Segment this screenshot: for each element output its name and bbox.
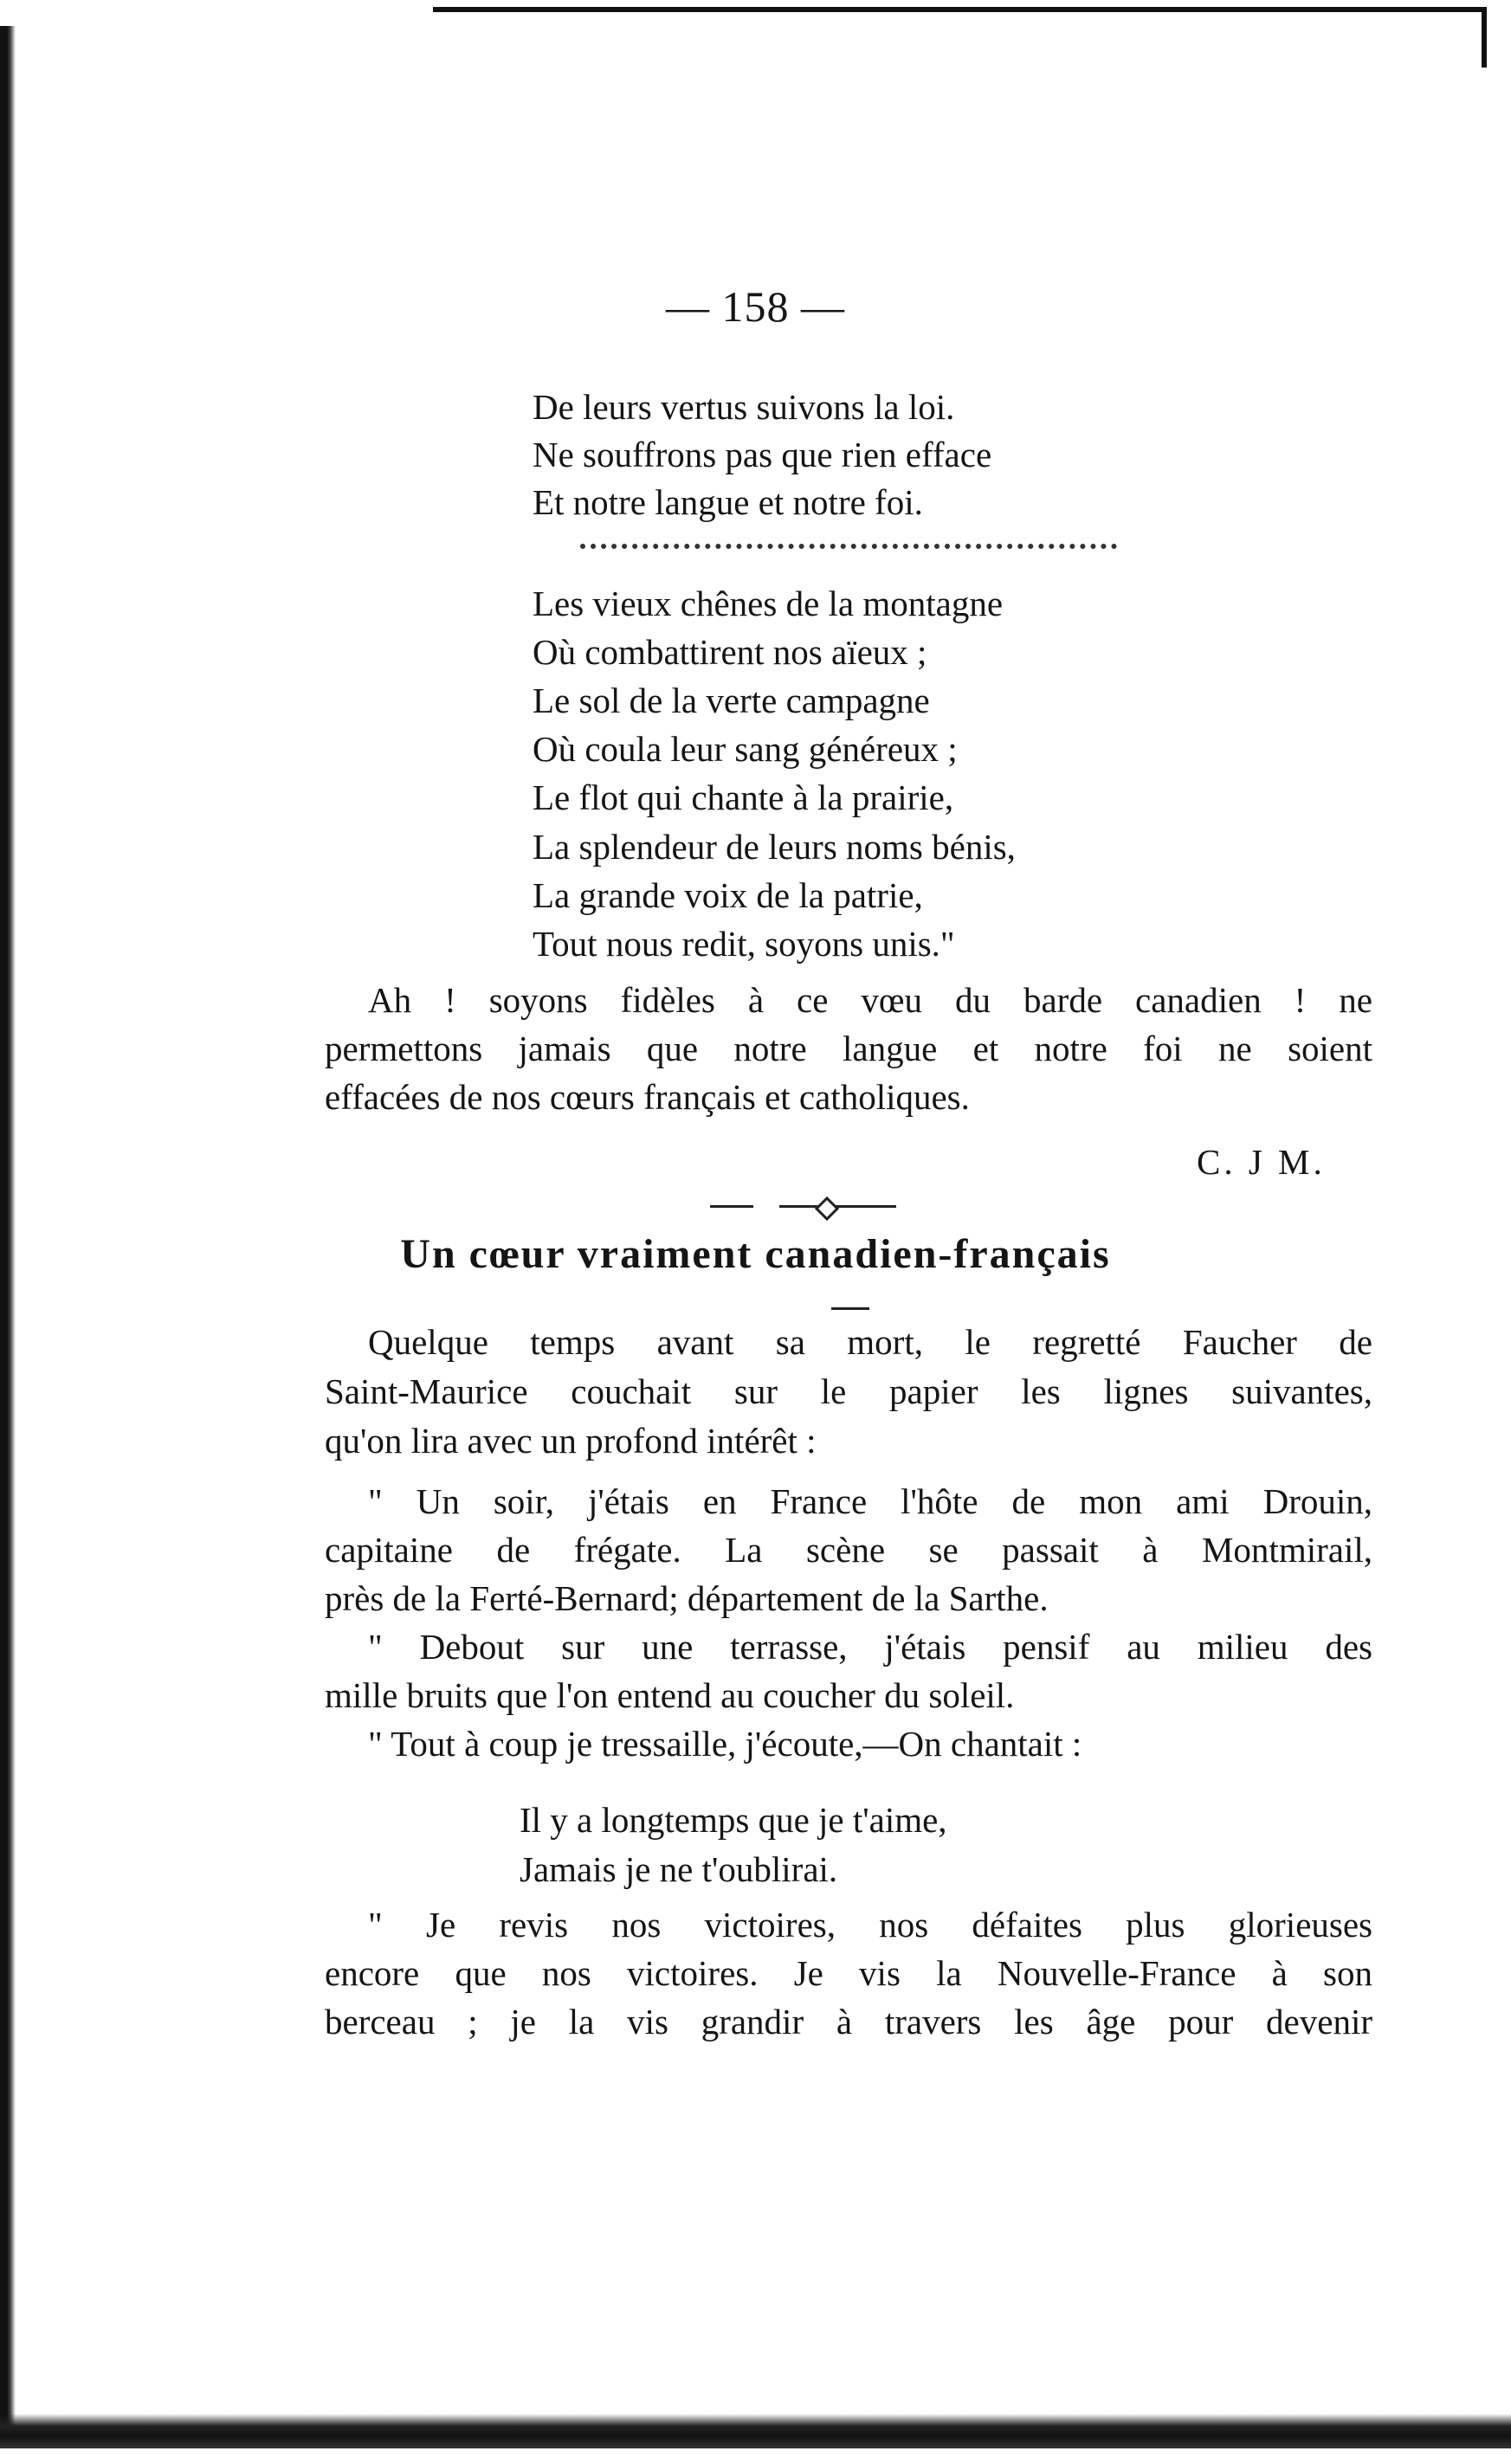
poem-line: De leurs vertus suivons la loi. xyxy=(533,387,955,427)
page-number: — 158 — xyxy=(666,282,845,331)
poem-line: Et notre langue et notre foi. xyxy=(533,482,923,522)
scan-border-bottom xyxy=(0,2414,1511,2448)
scan-border-top xyxy=(433,7,1487,12)
song-line: Il y a longtemps que je t'aime, xyxy=(520,1800,947,1840)
paragraph-line: " Un soir, j'étais en France l'hôte de mon ami Drouin, xyxy=(368,1481,1372,1521)
paragraph-line: capitaine de frégate. La scène se passait à Montmirail, xyxy=(325,1530,1372,1570)
paragraph-line: Quelque temps avant sa mort, le regretté Faucher de xyxy=(368,1322,1372,1362)
ornament-diamond-icon xyxy=(815,1197,839,1221)
paragraph-line: " Debout sur une terrasse, j'étais pensif au milieu des xyxy=(368,1627,1372,1667)
poem-line: Le sol de la verte campagne xyxy=(533,681,930,720)
ornament-rule-mid xyxy=(779,1205,818,1208)
stanza-separator xyxy=(580,544,1117,554)
paragraph-line: effacées de nos cœurs français et catholiques. xyxy=(325,1077,970,1117)
poem-line: Ne souffrons pas que rien efface xyxy=(533,435,992,474)
scan-border-right xyxy=(1482,7,1487,68)
ornament-rule-left xyxy=(710,1205,753,1208)
paragraph-line: " Je revis nos victoires, nos défaites plus glorieuses xyxy=(368,1905,1372,1945)
paragraph-line: Saint-Maurice couchait sur le papier les lignes suivantes, xyxy=(325,1371,1372,1411)
poem-line: La splendeur de leurs noms bénis, xyxy=(533,827,1016,867)
section-ornament xyxy=(710,1197,927,1215)
title-rule xyxy=(831,1307,869,1310)
paragraph-line: " Tout à coup je tressaille, j'écoute,—On chantait : xyxy=(368,1724,1082,1764)
poem-line: La grande voix de la patrie, xyxy=(533,875,923,915)
paragraph-line: berceau ; je la vis grandir à travers les âge pour devenir xyxy=(325,2002,1372,2042)
paragraph-line: mille bruits que l'on entend au coucher du soleil. xyxy=(325,1675,1015,1715)
paragraph-line: Ah ! soyons fidèles à ce vœu du barde canadien ! ne xyxy=(368,980,1372,1020)
section-title: Un cœur vraiment canadien-français xyxy=(400,1231,1111,1277)
ornament-rule-right xyxy=(836,1205,896,1208)
paragraph-line: permettons jamais que notre langue et notre foi ne soient xyxy=(325,1029,1372,1068)
poem-line: Où combattirent nos aïeux ; xyxy=(533,632,927,672)
song-line: Jamais je ne t'oublirai. xyxy=(520,1849,838,1889)
paragraph-line: encore que nos victoires. Je vis la Nouvelle-France à son xyxy=(325,1953,1372,1993)
poem-line: Où coula leur sang généreux ; xyxy=(533,729,958,769)
paragraph-line: près de la Ferté-Bernard; département de la Sarthe. xyxy=(325,1578,1049,1618)
paragraph-line: qu'on lira avec un profond intérêt : xyxy=(325,1421,817,1461)
author-signature: C. J M. xyxy=(1197,1142,1326,1182)
poem-line: Tout nous redit, soyons unis." xyxy=(533,924,955,964)
poem-line: Les vieux chênes de la montagne xyxy=(533,584,1004,623)
poem-line: Le flot qui chante à la prairie, xyxy=(533,777,954,817)
